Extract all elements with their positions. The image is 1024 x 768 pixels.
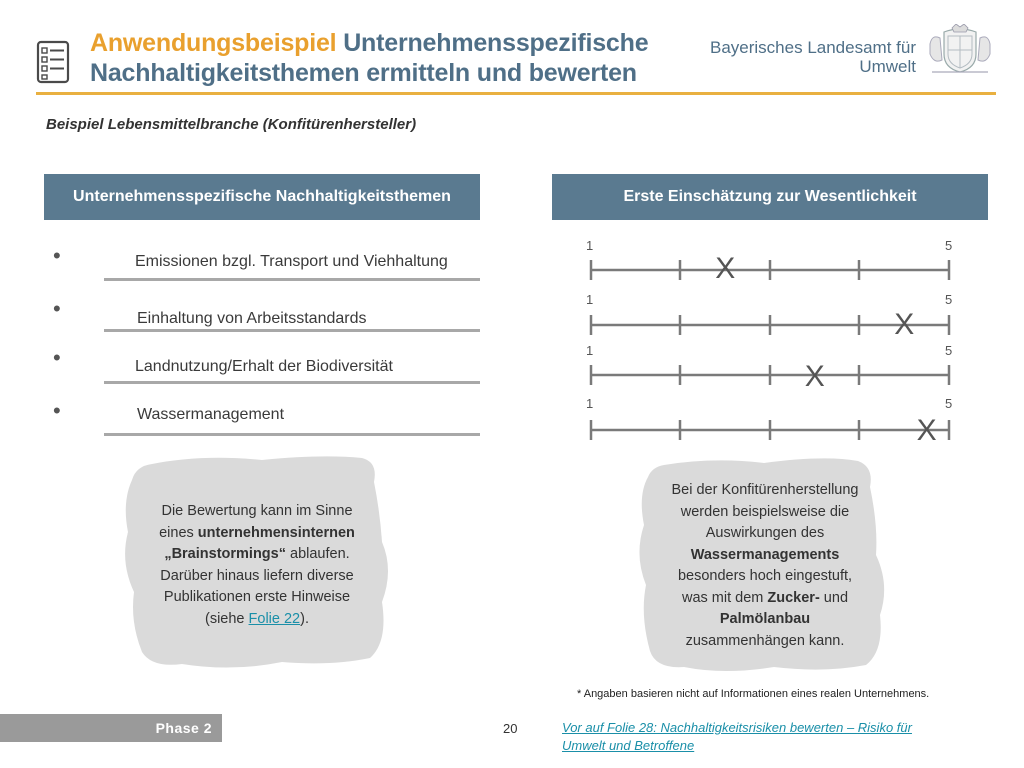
bubble-right-line-1: Bei der Konfitürenherstellung	[671, 482, 859, 498]
phase-badge: Phase 2	[0, 714, 222, 742]
header-divider	[36, 92, 996, 95]
bubble-left-line-6-post: ).	[300, 610, 309, 627]
next-slide-link-title[interactable]: Nachhaltigkeitsrisiken bewerten – Risiko für	[660, 720, 912, 735]
topic-divider-3	[104, 381, 480, 384]
scale-1-max: 5	[945, 238, 953, 253]
topic-divider-4	[104, 433, 480, 436]
rating-scales	[580, 250, 960, 450]
scale-4-max: 5	[945, 396, 953, 411]
page-title-line-1	[90, 28, 648, 58]
bubble-left-line-6-pre: (siehe	[205, 610, 249, 627]
bubble-left-line-5: Publikationen erste Hinweise	[163, 589, 351, 605]
title-rest: Unternehmensspezifische	[343, 29, 649, 57]
organization-name	[710, 38, 916, 76]
bullet-3: •	[53, 345, 61, 370]
topic-2: Einhaltung von Arbeitsstandards	[137, 310, 367, 327]
bubble-left-line-1: Die Bewertung kann im Sinne	[161, 503, 353, 519]
bubble-left-line-6	[134, 609, 380, 631]
bubble-right-line-4-bold: Wassermanagements	[690, 546, 840, 563]
subtitle: Beispiel Lebensmittelbranche (Konfitürenhersteller)	[46, 116, 417, 133]
bubble-right-line-6	[646, 588, 884, 610]
bubble-right-line-5: besonders hoch eingestuft,	[677, 568, 853, 584]
scale-2-min: 1	[586, 292, 594, 307]
bubble-left-line-3	[134, 544, 380, 566]
bubble-right-line-6-pre: was mit dem	[681, 589, 768, 606]
bubble-left-line-3-bold: „Brainstormings“	[164, 546, 286, 562]
bubble-right-line-6-bold: Zucker-	[767, 589, 820, 606]
rating-marker-2: X	[894, 308, 915, 341]
bavarian-coat-of-arms-logo	[924, 24, 996, 76]
rating-scale-4	[591, 420, 949, 440]
bubble-left-line-2-bold: unternehmensinternen	[197, 524, 355, 541]
org-line-2: Umwelt	[859, 57, 916, 76]
rating-scale-1	[591, 260, 949, 280]
left-column-header: Unternehmensspezifische Nachhaltigkeitsthemen	[44, 174, 480, 220]
rating-scale-3	[591, 365, 949, 385]
footnote: * Angaben basieren nicht auf Informationen eines realen Unternehmens.	[577, 688, 930, 700]
bubble-right-line-8: zusammenhängen kann.	[685, 632, 845, 649]
next-slide-link-line-2[interactable]	[562, 737, 982, 755]
bullet-2: •	[53, 296, 61, 321]
scale-3-max: 5	[945, 343, 953, 358]
bubble-right-line-7	[646, 609, 884, 631]
scale-1-min: 1	[586, 238, 594, 253]
next-slide-link[interactable]	[562, 719, 982, 755]
checklist-icon	[36, 40, 70, 84]
bubble-right-line-6-post: und	[819, 589, 849, 606]
org-line-1: Bayerisches Landesamt für	[710, 38, 916, 57]
bubble-left-line-4: Darüber hinaus liefern diverse	[160, 567, 354, 584]
bubble-right-line-3: Auswirkungen des	[705, 525, 825, 541]
topic-3: Landnutzung/Erhalt der Biodiversität	[135, 358, 393, 375]
page-number: 20	[503, 721, 518, 736]
bubble-left-text	[134, 501, 380, 630]
bubble-right-line-4	[646, 545, 884, 567]
scale-2-max: 5	[945, 292, 953, 307]
topic-4: Wassermanagement	[137, 406, 285, 423]
rating-marker-3: X	[804, 360, 825, 393]
scale-4-min: 1	[586, 396, 594, 411]
title-accent: Anwendungsbeispiel	[90, 29, 337, 57]
rating-marker-4: X	[916, 414, 937, 447]
rating-marker-1: X	[715, 252, 736, 285]
bubble-right-line-7-bold: Palmölanbau	[719, 611, 811, 627]
bubble-right-line-2: werden beispielsweise die	[680, 503, 850, 520]
next-slide-link-line-1[interactable]	[562, 719, 982, 737]
topic-divider-2	[104, 329, 480, 332]
page-title-line-2: Nachhaltigkeitsthemen ermitteln und bewerten	[90, 59, 637, 87]
bullet-1: •	[53, 243, 61, 268]
bubble-left-line-3-post: ablaufen.	[285, 546, 350, 562]
scale-3-min: 1	[586, 343, 594, 358]
right-column-header: Erste Einschätzung zur Wesentlichkeit	[552, 174, 988, 220]
next-slide-link-title-2[interactable]: Umwelt und Betroffene	[562, 738, 695, 753]
bubble-left-line-2	[134, 523, 380, 545]
topic-divider-1	[104, 278, 480, 281]
folie-22-link[interactable]: Folie 22	[248, 610, 301, 627]
bubble-left-line-2-pre: eines	[159, 524, 198, 541]
bullet-4: •	[53, 398, 61, 423]
bubble-right-text	[646, 480, 884, 652]
next-slide-link-prefix[interactable]: Vor auf Folie 28:	[562, 720, 661, 735]
topic-1: Emissionen bzgl. Transport und Viehhaltung	[135, 253, 448, 270]
